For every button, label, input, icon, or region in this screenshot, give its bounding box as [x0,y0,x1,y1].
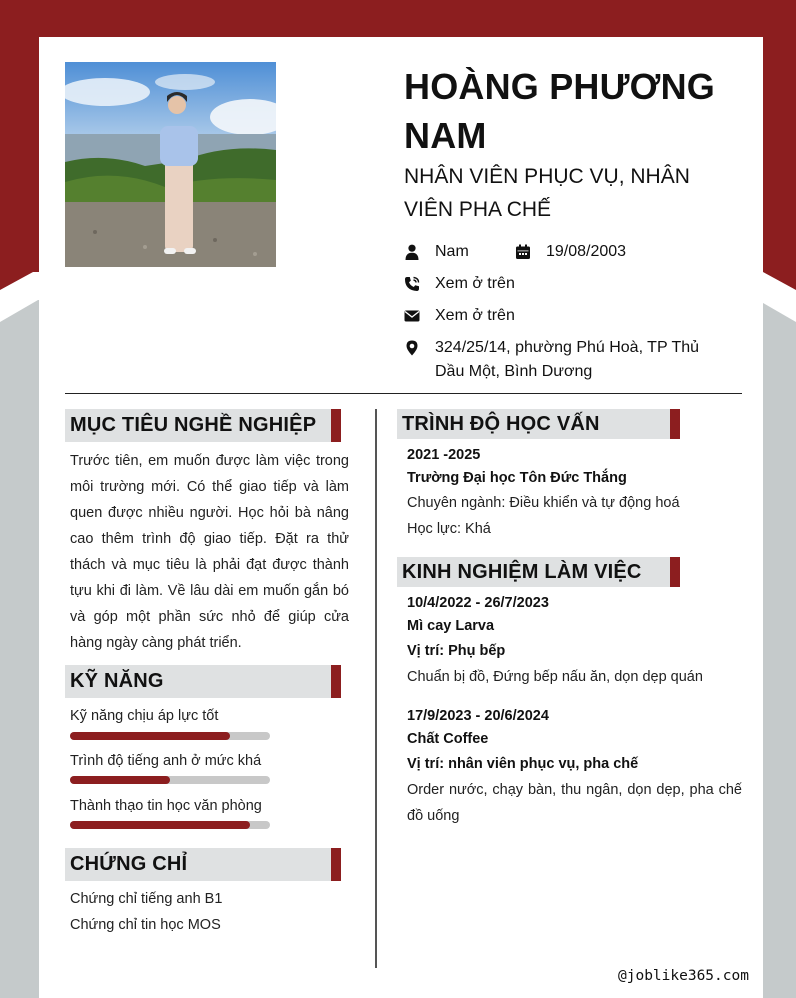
education-school: Trường Đại học Tôn Đức Thắng [407,470,627,486]
watermark: @joblike365.com [618,968,749,984]
objective-text: Trước tiên, em muốn được làm việc trong môi trường mới. Có thể giao tiếp và làm quen được nhiều người. Học hỏi bà nâng cao thêm trình độ giao tiếp. Đặt ra thử thách và mục tiêu là phải đạt được thành tựu khi đi làm. Về lâu dài em muốn gắn bó và góp một phần sức nhỏ để giúp cửa hàng ngày càng phát triển. [70,453,349,651]
column-divider [375,409,377,968]
job-description: Chuẩn bị đồ, Đứng bếp nấu ăn, dọn dẹp quán [407,669,703,685]
address-row [404,336,714,384]
gender-row [404,240,469,264]
skill-label: Kỹ năng chịu áp lực tốt [70,708,219,724]
skill-bar [70,776,270,784]
objective-heading: MỤC TIÊU NGHỀ NGHIỆP [65,409,341,442]
education-gpa: Học lực: Khá [407,521,491,537]
education-major: Chuyên ngành: Điều khiển và tự động hoá [407,495,680,511]
candidate-role: NHÂN VIÊN PHỤC VỤ, NHÂN VIÊN PHA CHẾ [404,165,690,221]
certificate-item: Chứng chỉ tiếng anh B1 [70,891,223,907]
address-value: 324/25/14, phường Phú Hoà, TP Thủ Dầu Một, Bình Dương [435,339,700,380]
certificates-heading: CHỨNG CHỈ [65,848,341,881]
candidate-name: HOÀNG PHƯƠNG NAM [404,66,715,156]
skill-label: Thành thạo tin học văn phòng [70,798,262,814]
certificate-item: Chứng chỉ tin học MOS [70,917,221,933]
skill-label: Trình độ tiếng anh ở mức khá [70,753,262,769]
job-company: Mì cay Larva [407,618,495,634]
skills-heading: KỸ NĂNG [65,665,341,698]
user-icon [404,240,420,264]
gender-value: Nam [435,243,469,260]
birthday-row [515,240,626,264]
skill-bar-fill [70,821,250,829]
skill-bar-fill [70,776,170,784]
job-period: 17/9/2023 - 20/6/2024 [407,708,549,724]
skill-bar [70,732,270,740]
education-heading: TRÌNH ĐỘ HỌC VẤN [397,409,680,439]
phone-value: Xem ở trên [435,275,515,292]
job-description: Order nước, chạy bàn, thu ngân, dọn dẹp, pha chế đồ uống [407,782,742,824]
job-position: Vị trí: Phụ bếp [407,643,506,659]
envelope-icon [404,304,420,328]
skill-bar [70,821,270,829]
email-row [404,304,515,328]
profile-photo [65,62,276,267]
job-company: Chất Coffee [407,731,489,747]
map-pin-icon [404,336,420,360]
skill-bar-fill [70,732,230,740]
job-position: Vị trí: nhân viên phục vụ, pha chế [407,756,639,772]
experience-heading: KINH NGHIỆM LÀM VIỆC [397,557,680,587]
calendar-icon [515,240,531,264]
header-divider [65,393,742,394]
email-value: Xem ở trên [435,307,515,324]
phone-row [404,272,515,296]
phone-icon [404,272,420,296]
job-period: 10/4/2022 - 26/7/2023 [407,595,549,611]
education-period: 2021 -2025 [407,447,481,463]
birthday-value: 19/08/2003 [546,243,627,260]
